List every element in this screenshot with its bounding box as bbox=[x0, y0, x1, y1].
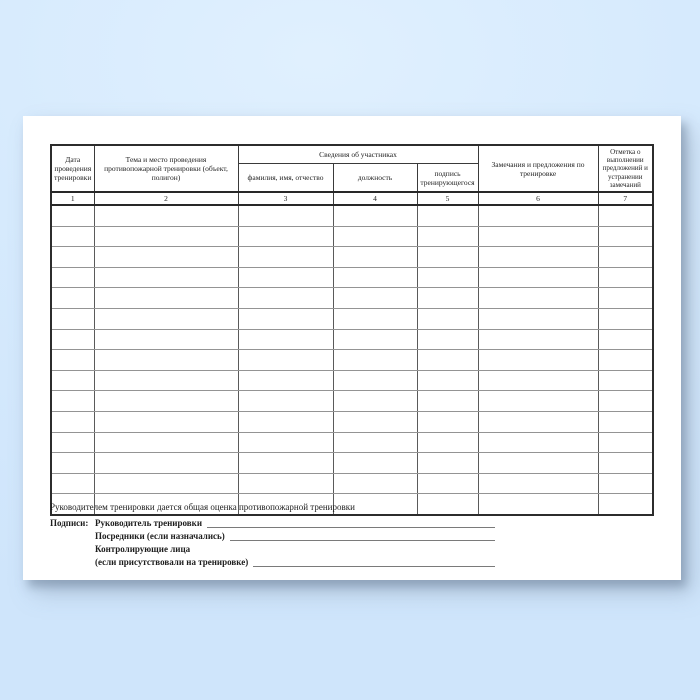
empty-cell bbox=[51, 453, 94, 474]
empty-cell bbox=[238, 247, 333, 268]
empty-cell bbox=[417, 308, 478, 329]
empty-cell bbox=[598, 247, 653, 268]
empty-table-row bbox=[51, 247, 653, 268]
signatures-block bbox=[50, 517, 497, 569]
empty-cell bbox=[417, 432, 478, 453]
signature-row bbox=[95, 530, 497, 543]
header-row-top bbox=[51, 145, 653, 164]
empty-cell bbox=[333, 288, 417, 309]
signature-row bbox=[95, 543, 497, 556]
document-page bbox=[23, 116, 681, 580]
empty-cell bbox=[333, 411, 417, 432]
empty-table-row bbox=[51, 288, 653, 309]
col-group-participants-info: Сведения об участниках bbox=[238, 145, 478, 164]
empty-cell bbox=[333, 205, 417, 226]
empty-cell bbox=[478, 370, 598, 391]
empty-cell bbox=[94, 226, 238, 247]
empty-table-row bbox=[51, 329, 653, 350]
empty-cell bbox=[333, 370, 417, 391]
empty-cell bbox=[598, 370, 653, 391]
empty-cell bbox=[94, 329, 238, 350]
empty-cell bbox=[333, 432, 417, 453]
empty-cell bbox=[51, 329, 94, 350]
overall-assessment-note: Руководителем тренировки дается общая оценка противопожарной тренировки bbox=[50, 502, 355, 512]
empty-cell bbox=[51, 432, 94, 453]
signature-underline bbox=[207, 517, 495, 528]
empty-cell bbox=[333, 267, 417, 288]
column-number-6: 6 bbox=[478, 192, 598, 205]
fire-training-log-table bbox=[50, 144, 654, 516]
empty-cell bbox=[478, 288, 598, 309]
empty-table-row bbox=[51, 226, 653, 247]
empty-cell bbox=[478, 411, 598, 432]
empty-cell bbox=[478, 308, 598, 329]
empty-cell bbox=[333, 308, 417, 329]
signature-role-label: Контролирующие лица bbox=[95, 544, 191, 554]
empty-cell bbox=[51, 308, 94, 329]
empty-cell bbox=[238, 288, 333, 309]
empty-cell bbox=[417, 247, 478, 268]
column-number-2: 2 bbox=[94, 192, 238, 205]
empty-cell bbox=[417, 473, 478, 494]
empty-cell bbox=[51, 473, 94, 494]
empty-cell bbox=[238, 226, 333, 247]
empty-cell bbox=[94, 267, 238, 288]
col-header-remarks-suggestions: Замечания и предложения по тренировке bbox=[478, 145, 598, 192]
col-header-completion-mark: Отметка о выполнении предложений и устранении замечаний bbox=[598, 145, 653, 192]
signature-underline bbox=[230, 530, 495, 541]
empty-cell bbox=[333, 247, 417, 268]
empty-cell bbox=[51, 267, 94, 288]
empty-cell bbox=[333, 350, 417, 371]
empty-table-row bbox=[51, 453, 653, 474]
signature-rows bbox=[95, 517, 497, 569]
column-number-1: 1 bbox=[51, 192, 94, 205]
empty-cell bbox=[598, 205, 653, 226]
empty-cell bbox=[598, 329, 653, 350]
empty-table-row bbox=[51, 391, 653, 412]
empty-table-row bbox=[51, 350, 653, 371]
empty-cell bbox=[417, 205, 478, 226]
empty-cell bbox=[478, 391, 598, 412]
column-number-3: 3 bbox=[238, 192, 333, 205]
empty-cell bbox=[51, 391, 94, 412]
empty-cell bbox=[478, 432, 598, 453]
signature-row bbox=[95, 556, 497, 569]
empty-cell bbox=[94, 247, 238, 268]
empty-cell bbox=[598, 453, 653, 474]
empty-cell bbox=[598, 411, 653, 432]
empty-cell bbox=[333, 329, 417, 350]
empty-cell bbox=[94, 473, 238, 494]
signature-role-label: (если присутствовали на тренировке) bbox=[95, 557, 249, 567]
empty-table-row bbox=[51, 411, 653, 432]
empty-cell bbox=[94, 453, 238, 474]
empty-cell bbox=[238, 391, 333, 412]
column-number-4: 4 bbox=[333, 192, 417, 205]
col-header-full-name: фамилия, имя, отчество bbox=[238, 164, 333, 193]
empty-cell bbox=[598, 494, 653, 515]
signatures-label: Подписи: bbox=[50, 518, 89, 528]
empty-cell bbox=[51, 350, 94, 371]
col-header-position: должность bbox=[333, 164, 417, 193]
empty-table-row bbox=[51, 308, 653, 329]
empty-cell bbox=[417, 494, 478, 515]
empty-cell bbox=[94, 350, 238, 371]
empty-cell bbox=[94, 205, 238, 226]
empty-cell bbox=[478, 350, 598, 371]
empty-cell bbox=[417, 267, 478, 288]
empty-cell bbox=[94, 411, 238, 432]
empty-cell bbox=[417, 370, 478, 391]
empty-cell bbox=[333, 391, 417, 412]
empty-cell bbox=[417, 329, 478, 350]
column-number-5: 5 bbox=[417, 192, 478, 205]
empty-cell bbox=[417, 350, 478, 371]
empty-cell bbox=[94, 391, 238, 412]
empty-cell bbox=[94, 288, 238, 309]
empty-table-row bbox=[51, 267, 653, 288]
empty-table-row bbox=[51, 432, 653, 453]
signature-underline bbox=[253, 556, 495, 567]
empty-cell bbox=[417, 226, 478, 247]
empty-cell bbox=[51, 370, 94, 391]
empty-cell bbox=[598, 391, 653, 412]
empty-cell bbox=[598, 267, 653, 288]
empty-cell bbox=[478, 247, 598, 268]
empty-cell bbox=[238, 370, 333, 391]
col-header-training-date: Дата проведения тренировки bbox=[51, 145, 94, 192]
empty-cell bbox=[238, 308, 333, 329]
empty-cell bbox=[598, 308, 653, 329]
empty-cell bbox=[478, 329, 598, 350]
empty-cell bbox=[333, 453, 417, 474]
empty-cell bbox=[417, 411, 478, 432]
empty-cell bbox=[478, 494, 598, 515]
empty-cell bbox=[238, 473, 333, 494]
empty-table-row bbox=[51, 370, 653, 391]
empty-cell bbox=[417, 391, 478, 412]
empty-cell bbox=[51, 205, 94, 226]
empty-cell bbox=[598, 288, 653, 309]
empty-cell bbox=[333, 226, 417, 247]
column-numbers-row bbox=[51, 192, 653, 205]
empty-cell bbox=[94, 432, 238, 453]
signature-row bbox=[95, 517, 497, 530]
empty-cell bbox=[417, 288, 478, 309]
empty-cell bbox=[238, 432, 333, 453]
empty-cell bbox=[478, 205, 598, 226]
empty-cell bbox=[598, 226, 653, 247]
empty-cell bbox=[238, 411, 333, 432]
empty-cell bbox=[51, 247, 94, 268]
empty-cell bbox=[51, 288, 94, 309]
empty-cell bbox=[598, 473, 653, 494]
signature-role-label: Руководитель тренировки bbox=[95, 518, 203, 528]
col-header-topic-place: Тема и место проведения противопожарной тренировки (объект, полигон) bbox=[94, 145, 238, 192]
column-number-7: 7 bbox=[598, 192, 653, 205]
col-header-trainee-signature: подпись тренирующегося bbox=[417, 164, 478, 193]
empty-cell bbox=[598, 432, 653, 453]
empty-cell bbox=[51, 226, 94, 247]
empty-cell bbox=[238, 350, 333, 371]
empty-cell bbox=[94, 308, 238, 329]
empty-cell bbox=[417, 453, 478, 474]
empty-cell bbox=[478, 453, 598, 474]
empty-cell bbox=[598, 350, 653, 371]
empty-cell bbox=[94, 370, 238, 391]
empty-table-row bbox=[51, 205, 653, 226]
signature-role-label: Посредники (если назначались) bbox=[95, 531, 225, 541]
empty-cell bbox=[333, 473, 417, 494]
empty-cell bbox=[51, 411, 94, 432]
empty-cell bbox=[238, 453, 333, 474]
empty-table-row bbox=[51, 473, 653, 494]
empty-cell bbox=[478, 473, 598, 494]
empty-cell bbox=[478, 226, 598, 247]
empty-cell bbox=[478, 267, 598, 288]
empty-cell bbox=[238, 267, 333, 288]
empty-cell bbox=[238, 205, 333, 226]
empty-cell bbox=[238, 329, 333, 350]
